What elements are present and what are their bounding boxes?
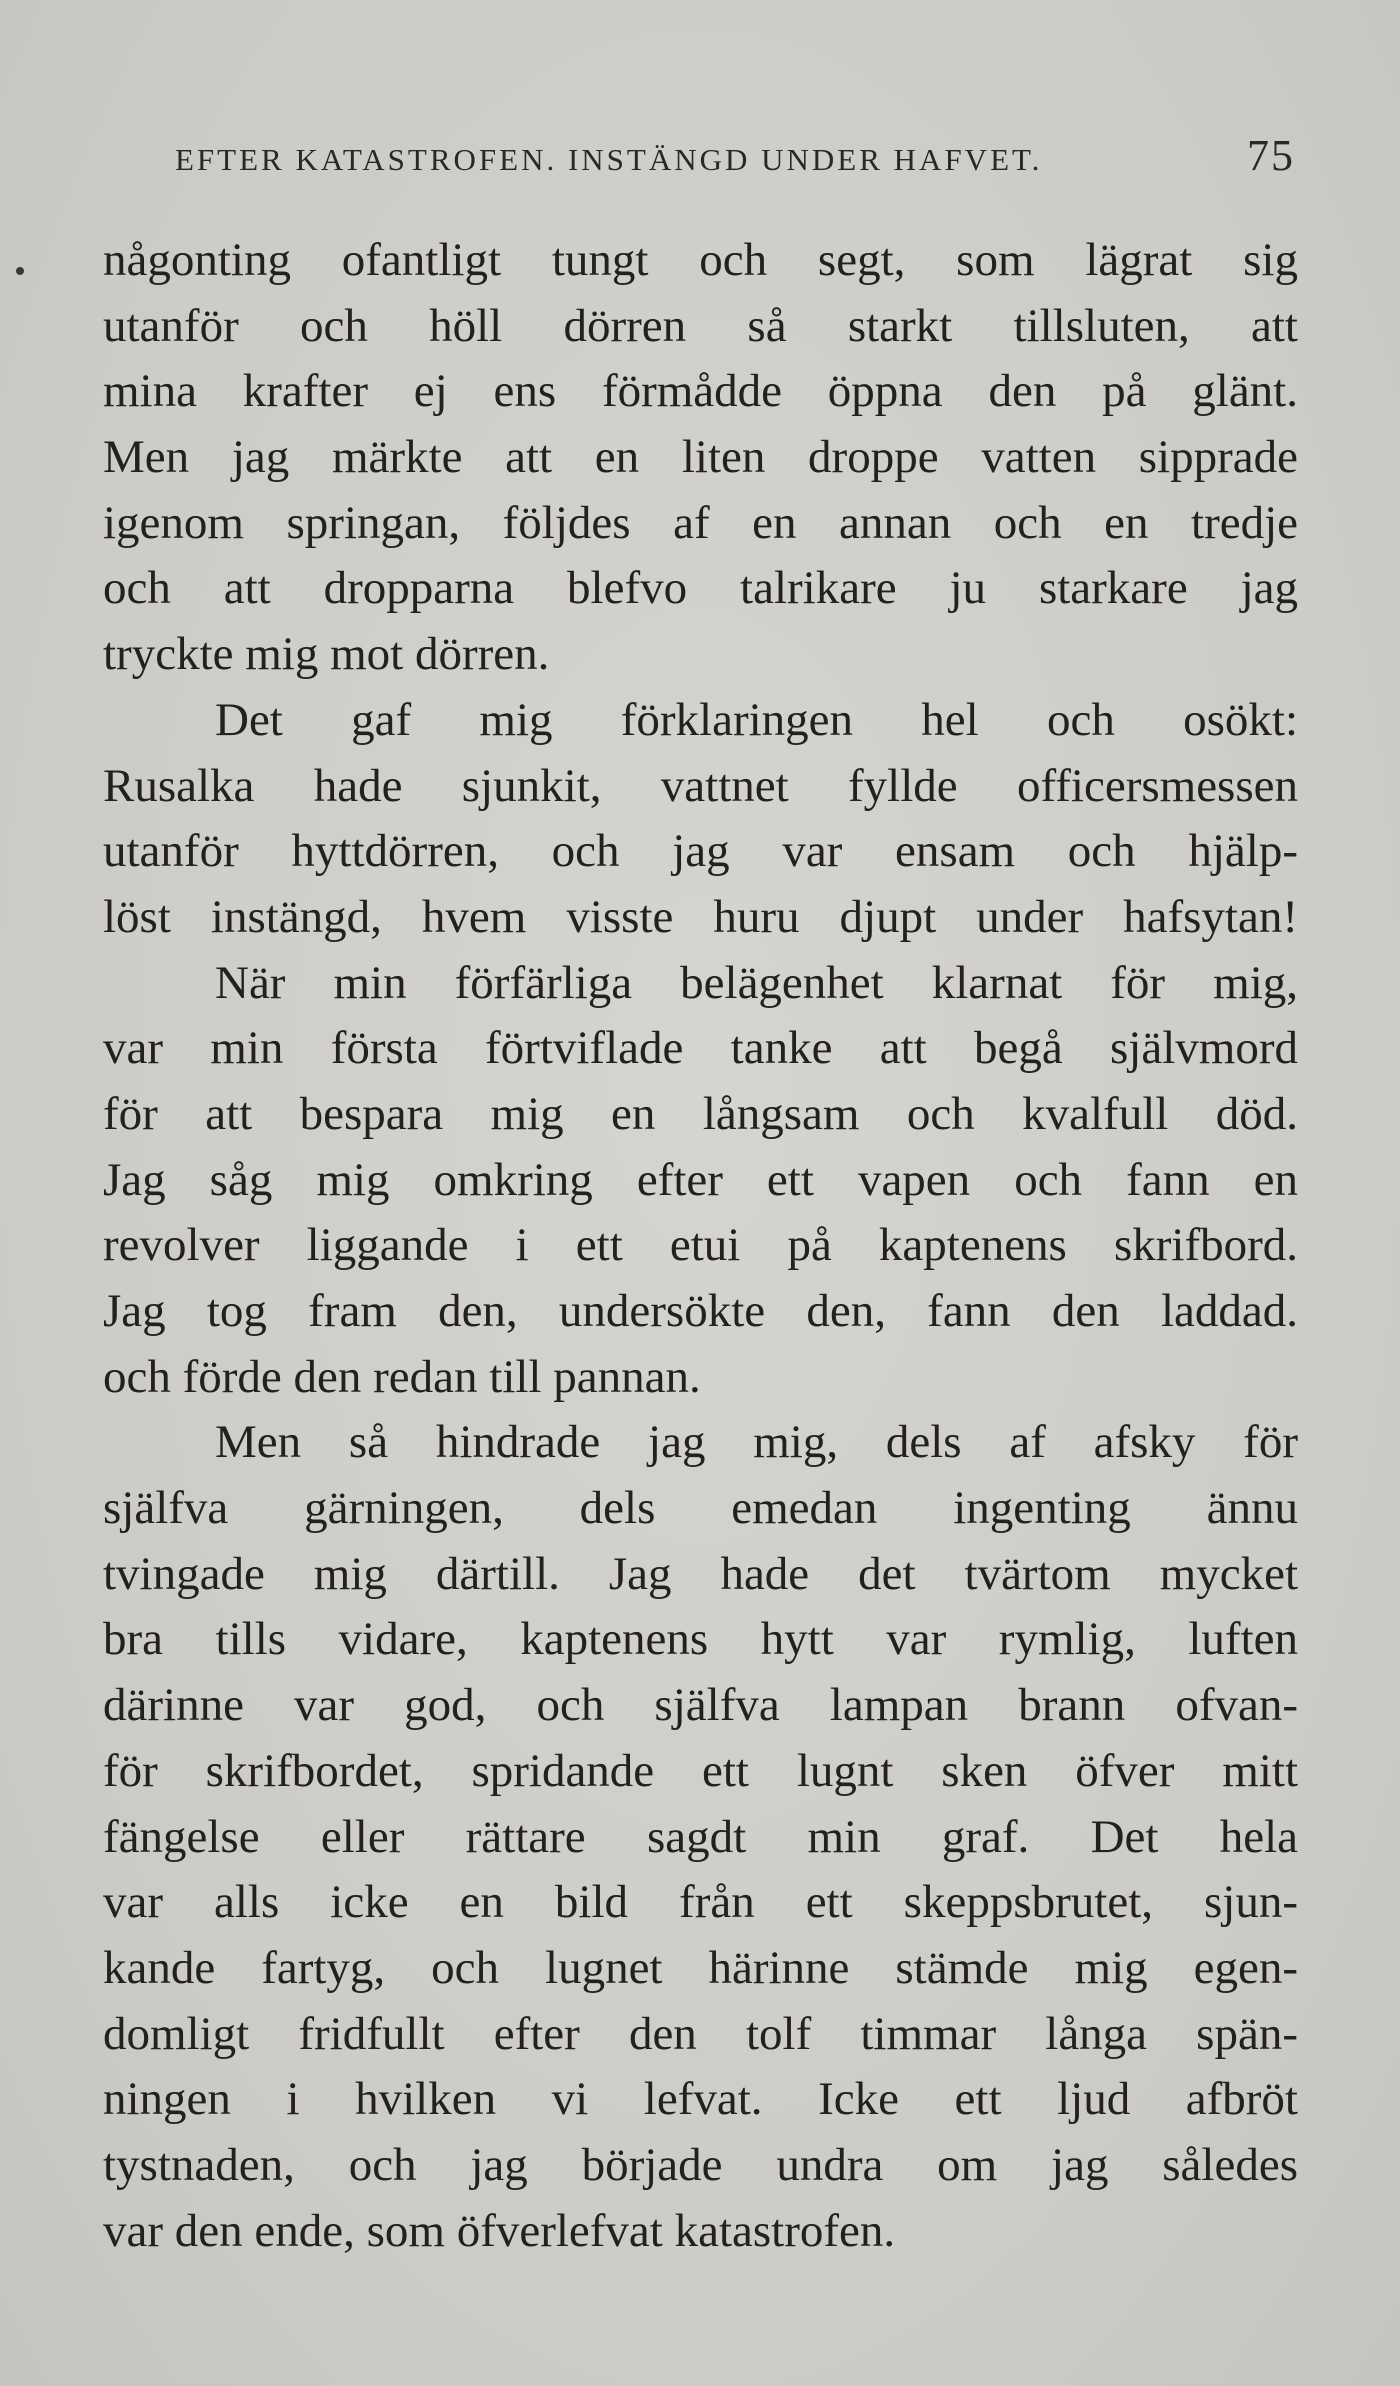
text-line: var alls icke en bild från ett skeppsbrutet, sjun-: [103, 1876, 1298, 1929]
page-header: [175, 130, 1295, 190]
text-line: Jag tog fram den, undersökte den, fann den laddad.: [103, 1285, 1298, 1337]
text-line: var min första förtviflade tanke att begå självmord: [103, 1022, 1298, 1075]
page-number: 75: [1247, 131, 1295, 180]
text-line: Det gaf mig förklaringen hel och osökt:: [215, 693, 1298, 746]
text-line: Jag såg mig omkring efter ett vapen och fann en: [103, 1153, 1298, 1206]
margin-dot-icon: [16, 267, 24, 275]
text-line: tryckte mig mot dörren.: [103, 628, 550, 681]
text-line: därinne var god, och själfva lampan brann ofvan-: [103, 1679, 1298, 1732]
text-line: Men jag märkte att en liten droppe vatten sipprade: [103, 431, 1298, 484]
text-line: ningen i hvilken vi lefvat. Icke ett ljud afbröt: [103, 2073, 1298, 2126]
text-line: fängelse eller rättare sagdt min graf. Det hela: [103, 1810, 1298, 1863]
text-line: för skrifbordet, spridande ett lugnt sken öfver mitt: [103, 1744, 1298, 1797]
text-line: mina krafter ej ens förmådde öppna den på glänt.: [103, 365, 1298, 418]
body-text: [103, 228, 1298, 2264]
text-line: domligt fridfullt efter den tolf timmar långa spän-: [103, 2007, 1298, 2060]
text-line: igenom springan, följdes af en annan och en tredje: [103, 496, 1298, 549]
text-line: och förde den redan till pannan.: [103, 1350, 701, 1403]
text-line: och att dropparna blefvo talrikare ju starkare jag: [103, 562, 1298, 615]
text-line: bra tills vidare, kaptenens hytt var rymlig, luften: [103, 1613, 1298, 1666]
text-line: revolver liggande i ett etui på kaptenens skrifbord.: [103, 1219, 1298, 1272]
text-line: Men så hindrade jag mig, dels af afsky för: [215, 1416, 1298, 1469]
text-line: tvingade mig därtill. Jag hade det tvärtom mycket: [103, 1547, 1298, 1600]
text-line: När min förfärliga belägenhet klarnat för mig,: [215, 956, 1298, 1009]
text-line: var den ende, som öfverlefvat katastrofen.: [103, 2204, 896, 2257]
text-line: Rusalka hade sjunkit, vattnet fyllde officersmessen: [103, 759, 1298, 812]
text-line: utanför hyttdörren, och jag var ensam och hjälp-: [103, 825, 1298, 878]
running-title: EFTER KATASTROFEN. INSTÄNGD UNDER HAFVET.: [175, 142, 1043, 177]
text-line: själfva gärningen, dels emedan ingenting ännu: [103, 1482, 1298, 1535]
text-line: någonting ofantligt tungt och segt, som lägrat sig: [103, 234, 1298, 286]
text-line: utanför och höll dörren så starkt tillsluten, att: [103, 299, 1298, 352]
text-line: tystnaden, och jag började undra om jag således: [103, 2138, 1298, 2191]
text-line: kande fartyg, och lugnet härinne stämde mig egen-: [103, 1941, 1298, 1994]
text-line: för att bespara mig en långsam och kvalfull död.: [103, 1087, 1298, 1140]
text-line: löst instängd, hvem visste huru djupt under hafsytan!: [103, 890, 1298, 943]
